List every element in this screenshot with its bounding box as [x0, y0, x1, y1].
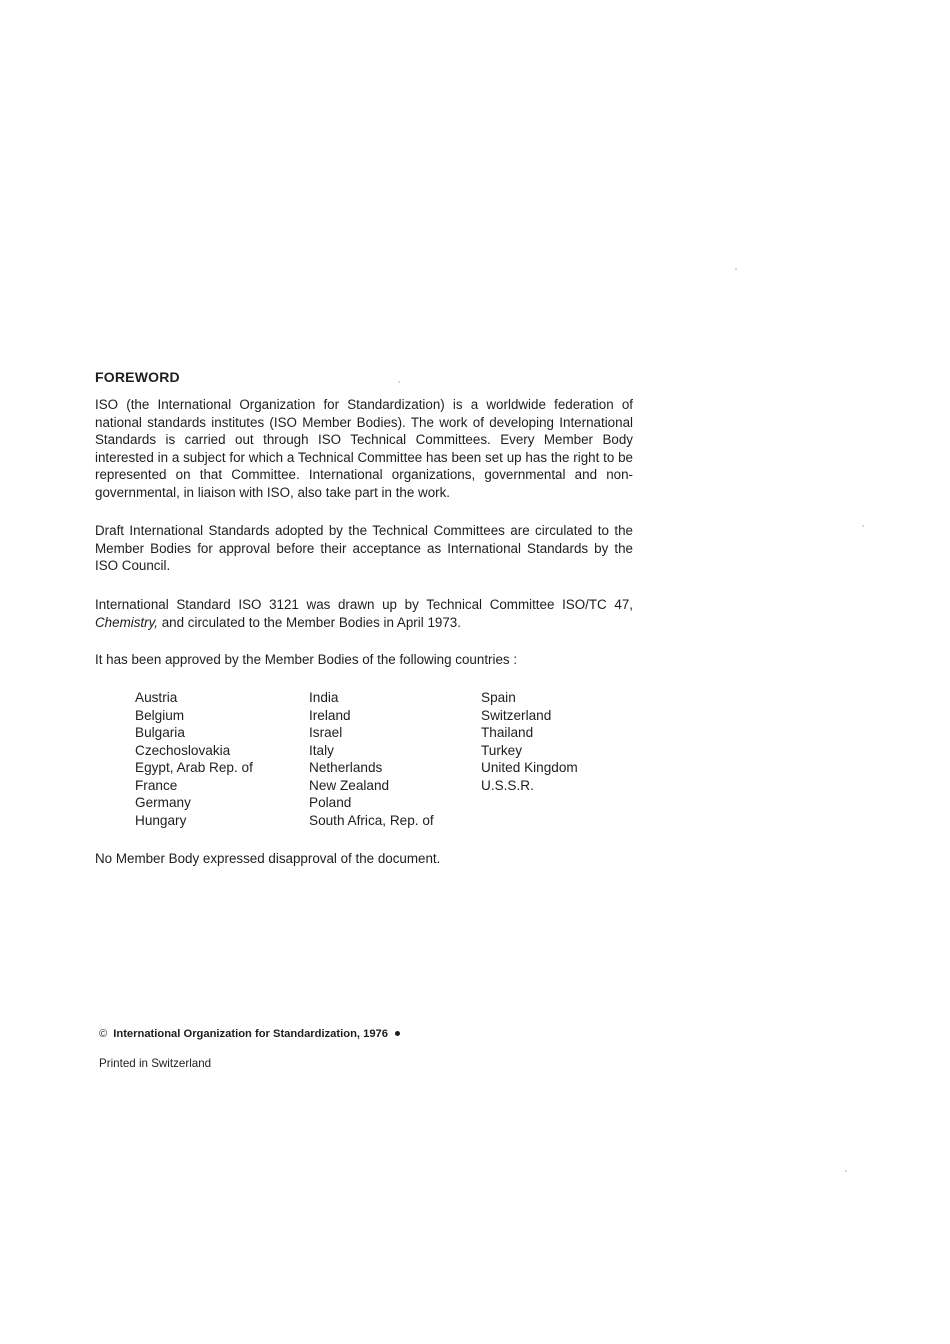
country-list	[0, 689, 950, 839]
country-item: Israel	[309, 725, 343, 740]
paragraph-iso-description: ISO (the International Organization for Standardization) is a worldwide federation of national standards institutes (ISO Member Bodies). The work of developing International Standards is carried out through ISO Technical Committees. Every Member Body interested in a subject for which a Technical Committee has been set up has the right to be represented on that Committee. International organizations, governmental and non-governmental, in liaison with ISO, also take part in the work.	[95, 397, 633, 500]
country-item: U.S.S.R.	[481, 777, 534, 793]
country-item: Thailand	[481, 725, 534, 740]
country-item: Poland	[309, 795, 352, 810]
paragraph-draft-standards: Draft International Standards adopted by the Technical Committees are circulated to the Member Bodies for approval before their acceptance as International Standards by the ISO Council.	[95, 523, 633, 574]
country-item: Austria	[135, 690, 178, 705]
country-item: United Kingdom	[481, 760, 578, 775]
copyright-icon: ©	[99, 1028, 108, 1040]
country-item: New Zealand	[309, 777, 390, 793]
committee-name: Chemistry,	[95, 614, 158, 630]
paragraph-standard-origin-tail: and circulated to the Member Bodies in April 1973.	[158, 614, 461, 630]
printed-location: Printed in Switzerland	[99, 1057, 212, 1070]
country-item: Turkey	[481, 742, 523, 758]
page-title: FOREWORD	[95, 369, 180, 385]
copyright-text: International Organization for Standardization, 1976	[113, 1028, 389, 1040]
country-item: Switzerland	[481, 707, 552, 723]
country-item: Germany	[135, 795, 191, 810]
country-item: Czechoslovakia	[135, 742, 231, 758]
paragraph-no-disapproval: No Member Body expressed disapproval of the document.	[95, 851, 441, 866]
scan-speck	[845, 1170, 847, 1172]
country-item: France	[135, 777, 178, 793]
bullet-dot-icon	[395, 1031, 400, 1036]
country-item: Belgium	[135, 707, 185, 723]
country-item: Italy	[309, 742, 334, 758]
paragraph-approval-intro: It has been approved by the Member Bodies of the following countries :	[95, 652, 518, 667]
scan-speck	[735, 268, 737, 270]
country-item: Ireland	[309, 707, 351, 723]
scan-speck	[862, 525, 864, 527]
country-item: India	[309, 690, 339, 705]
country-item: Spain	[481, 690, 516, 705]
country-column-3	[481, 689, 578, 794]
country-item: South Africa, Rep. of	[309, 812, 434, 828]
scan-speck	[398, 381, 400, 383]
country-item: Hungary	[135, 812, 187, 828]
paragraph-standard-origin	[95, 596, 633, 631]
country-column-1	[135, 689, 253, 829]
country-item: Bulgaria	[135, 725, 185, 740]
paragraph-standard-origin-text: International Standard ISO 3121 was drawn up by Technical Committee ISO/TC 47,	[95, 597, 633, 612]
country-item: Netherlands	[309, 760, 383, 775]
country-column-2	[309, 689, 434, 829]
copyright-notice	[99, 1028, 400, 1040]
country-item: Egypt, Arab Rep. of	[135, 760, 253, 775]
